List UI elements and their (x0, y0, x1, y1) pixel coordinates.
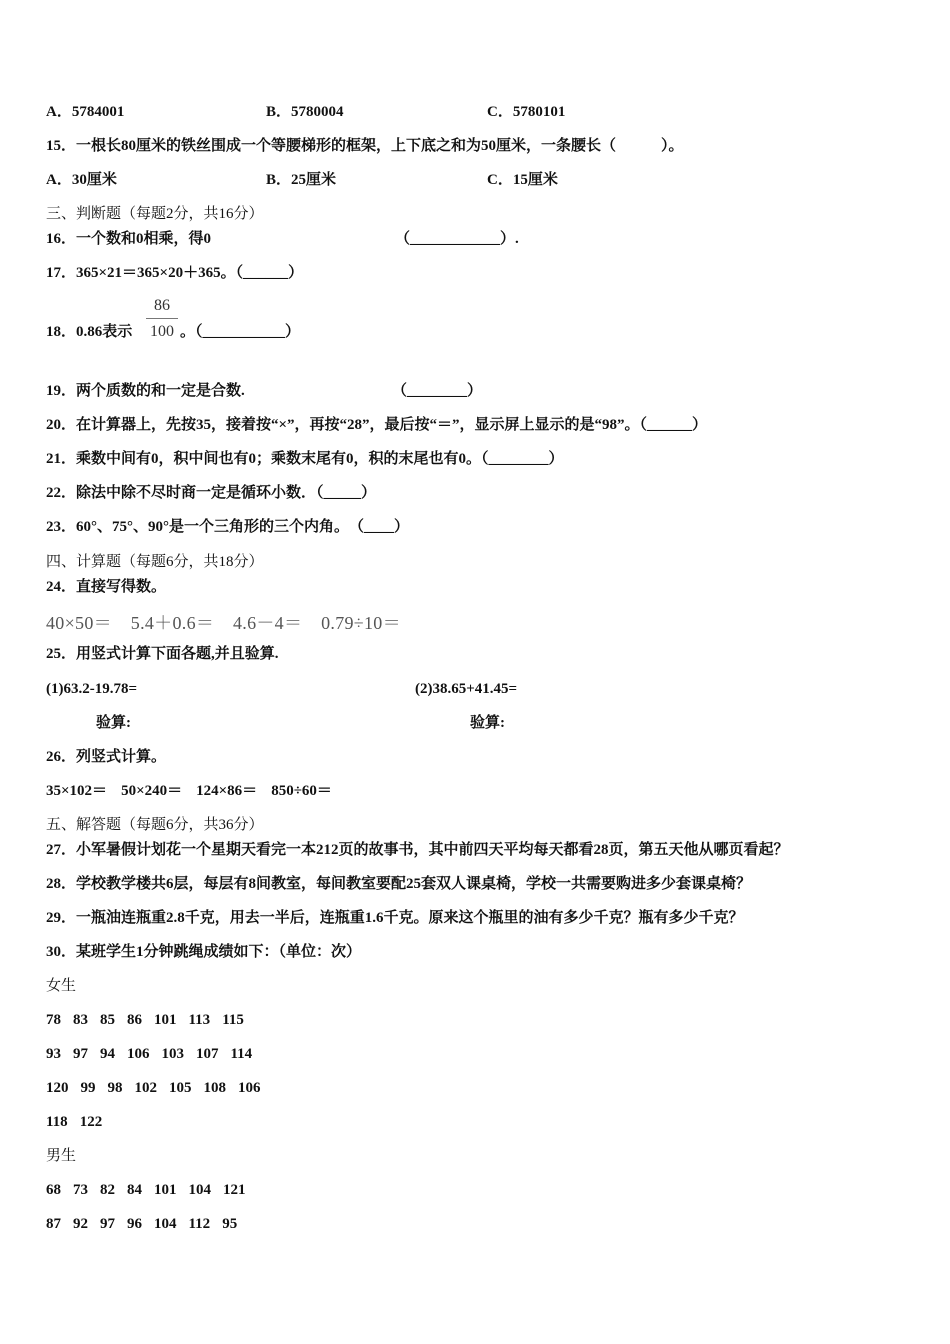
score: 94 (100, 1046, 115, 1062)
question-29: 29．一瓶油连瓶重2.8千克，用去一半后，连瓶重1.6千克。原来这个瓶里的油有多少千克？瓶有多少千克？ (46, 910, 744, 926)
score: 93 (46, 1046, 61, 1062)
question-25-part-2: (2)38.65+41.45= (415, 681, 518, 697)
question-16-blank: （____________）. (395, 231, 519, 247)
score: 106 (238, 1080, 261, 1096)
question-18-suffix: 。（___________） (180, 324, 301, 340)
score: 96 (127, 1216, 142, 1232)
question-19: 19．两个质数的和一定是合数. (46, 383, 245, 399)
question-25: 25．用竖式计算下面各题,并且验算. (46, 646, 279, 662)
score: 121 (223, 1182, 246, 1198)
girls-row-4 (46, 1112, 114, 1132)
direct-calculation-row (46, 609, 415, 635)
vertical-calc-1: 35×102＝ (46, 783, 108, 799)
boys-label: 男生 (46, 1148, 77, 1164)
question-23: 23．60°、75°、90°是一个三角形的三个内角。 （____） (46, 519, 409, 535)
score: 86 (127, 1012, 142, 1028)
score: 78 (46, 1012, 61, 1028)
score: 102 (134, 1080, 157, 1096)
score: 83 (73, 1012, 88, 1028)
q15-option-b: B．25厘米 (266, 172, 337, 188)
score: 84 (127, 1182, 142, 1198)
score: 112 (188, 1216, 211, 1232)
score: 114 (230, 1046, 253, 1062)
question-18-prefix: 18．0.86表示 (46, 324, 133, 340)
check-label-2: 验算: (470, 715, 505, 731)
question-22: 22．除法中除不尽时商一定是循环小数．（_____） (46, 485, 377, 501)
question-28: 28．学校教学楼共6层，每层有8间教室，每间教室要配25套双人课桌椅，学校一共需要购进多少套课桌椅？ (46, 876, 752, 892)
score: 99 (80, 1080, 96, 1096)
score: 95 (222, 1216, 238, 1232)
score: 104 (188, 1182, 211, 1198)
score: 115 (222, 1012, 244, 1028)
score: 68 (46, 1182, 61, 1198)
fraction-86-100 (146, 296, 178, 342)
score: 120 (46, 1080, 69, 1096)
q15-option-c: C．15厘米 (487, 172, 558, 188)
calc-item-3: 4.6－4＝ (232, 613, 303, 633)
score: 82 (100, 1182, 115, 1198)
question-20: 20．在计算器上，先按35，接着按“×”，再按“28”，最后按“＝”，显示屏上显示的是“98”。（______） (46, 417, 708, 433)
boys-row-2 (46, 1214, 249, 1234)
score: 73 (73, 1182, 88, 1198)
question-24: 24．直接写得数。 (46, 579, 167, 595)
section-4-heading: 四、计算题（每题6分，共18分） (46, 554, 264, 570)
q14-option-a: A．5784001 (46, 104, 125, 120)
score: 113 (188, 1012, 211, 1028)
calc-item-2: 5.4＋0.6＝ (130, 613, 215, 633)
q14-option-b: B．5780004 (266, 104, 344, 120)
score: 98 (107, 1080, 123, 1096)
score: 118 (46, 1114, 68, 1130)
score: 92 (73, 1216, 88, 1232)
q14-option-c: C．5780101 (487, 104, 566, 120)
vertical-calc-4: 850÷60＝ (271, 783, 332, 799)
girls-label: 女生 (46, 978, 77, 994)
question-27: 27．小军暑假计划花一个星期天看完一本212页的故事书，其中前四天平均每天都看28页，第五天他从哪页看起？ (46, 842, 789, 858)
vertical-calc-2: 50×240＝ (121, 783, 183, 799)
score: 107 (196, 1046, 219, 1062)
fraction-bar (146, 318, 178, 319)
score: 101 (154, 1182, 177, 1198)
girls-row-1 (46, 1010, 256, 1030)
score: 85 (100, 1012, 115, 1028)
score: 106 (127, 1046, 150, 1062)
fraction-numerator: 86 (154, 297, 170, 314)
question-26: 26．列竖式计算。 (46, 749, 167, 765)
score: 97 (100, 1216, 115, 1232)
fraction-denominator: 100 (150, 323, 174, 340)
section-5-heading: 五、解答题（每题6分，共36分） (46, 817, 264, 833)
question-17: 17．365×21＝365×20＋365。（______） (46, 265, 304, 281)
question-15: 15．一根长80厘米的铁丝围成一个等腰梯形的框架，上下底之和为50厘米，一条腰长（ ）。 (46, 138, 684, 154)
girls-row-3 (46, 1078, 273, 1098)
score: 101 (154, 1012, 177, 1028)
boys-row-1 (46, 1180, 258, 1200)
score: 103 (161, 1046, 184, 1062)
score: 105 (169, 1080, 192, 1096)
question-16: 16．一个数和0相乘，得0 (46, 231, 212, 247)
question-19-blank: （________） (392, 383, 483, 399)
score: 104 (154, 1216, 177, 1232)
score: 108 (203, 1080, 226, 1096)
section-3-heading: 三、判断题（每题2分，共16分） (46, 206, 264, 222)
question-26-items (46, 781, 332, 801)
score: 122 (79, 1114, 103, 1130)
question-25-part-1: (1)63.2-19.78= (46, 681, 138, 697)
calc-item-1: 40×50＝ (46, 613, 112, 633)
check-label-1: 验算: (96, 715, 131, 731)
girls-row-2 (46, 1044, 264, 1064)
vertical-calc-3: 124×86＝ (196, 783, 258, 799)
q15-option-a: A．30厘米 (46, 172, 117, 188)
score: 87 (46, 1216, 61, 1232)
score: 97 (73, 1046, 88, 1062)
question-21: 21．乘数中间有0，积中间也有0；乘数末尾有0，积的末尾也有0。（________） (46, 451, 564, 467)
question-30: 30．某班学生1分钟跳绳成绩如下：（单位：次） (46, 944, 362, 960)
calc-item-4: 0.79÷10＝ (321, 613, 401, 633)
